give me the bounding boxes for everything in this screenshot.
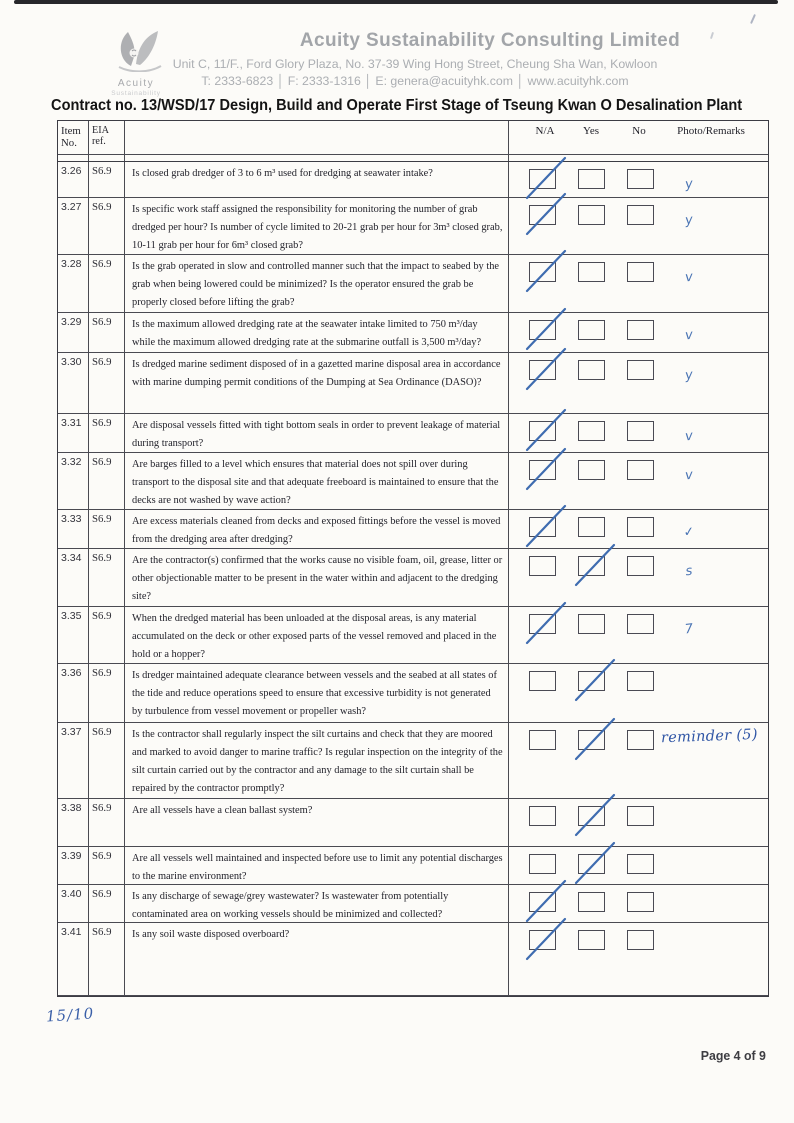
- remark: v: [684, 467, 694, 484]
- checkbox-na[interactable]: [529, 806, 556, 826]
- question-text: Is dredged marine sediment disposed of in a gazetted marine disposal area in accordance with marine dumping permit conditions of the Dumping at Sea Ordinance (DASO)?: [125, 353, 509, 413]
- checkbox-no[interactable]: [627, 421, 654, 441]
- company-contacts: T: 2333-6823 │ F: 2333-1316 │ E: genera@acuityhk.com │ www.acuityhk.com: [201, 74, 629, 88]
- remark: y: [684, 367, 694, 384]
- handwritten-check-mark: [569, 791, 621, 839]
- eia-ref: S6.9: [89, 664, 125, 722]
- eia-ref: S6.9: [89, 799, 125, 846]
- checkbox-yes[interactable]: [578, 205, 605, 225]
- item-number: 3.27: [58, 198, 89, 254]
- handwritten-check-mark: [520, 247, 572, 295]
- table-row: [58, 255, 768, 313]
- remark: v: [684, 269, 694, 286]
- table-row: [58, 453, 768, 510]
- header-double-line: [58, 155, 768, 162]
- remark: ✓: [682, 524, 696, 541]
- header-answers: [509, 121, 768, 154]
- handwritten-check-mark: [520, 190, 572, 238]
- checkbox-no[interactable]: [627, 169, 654, 189]
- checkbox-na[interactable]: [529, 854, 556, 874]
- question-text: Is any discharge of sewage/grey wastewater? Is wastewater from potentially contaminated area on working vessels should be minimized and collected?: [125, 885, 509, 922]
- eia-ref: S6.9: [89, 453, 125, 509]
- answer-cell: [509, 510, 768, 548]
- item-number: 3.29: [58, 313, 89, 352]
- header-na: N/A: [535, 125, 555, 137]
- answer-cell: [509, 664, 768, 722]
- item-number: 3.34: [58, 549, 89, 606]
- eia-ref: S6.9: [89, 162, 125, 197]
- checkbox-yes[interactable]: [578, 169, 605, 189]
- header-photo-remarks: Photo/Remarks: [677, 125, 745, 137]
- handwritten-check-mark: [569, 541, 621, 589]
- checkbox-no[interactable]: [627, 205, 654, 225]
- checkbox-na[interactable]: [529, 730, 556, 750]
- table-row: [58, 664, 768, 723]
- eia-ref: S6.9: [89, 313, 125, 352]
- checkbox-no[interactable]: [627, 892, 654, 912]
- table-row: [58, 313, 768, 353]
- answer-cell: [509, 453, 768, 509]
- handwritten-check-mark: [520, 502, 572, 550]
- pen-mark: [750, 14, 756, 24]
- handwritten-check-mark: [569, 656, 621, 704]
- table-row: [58, 162, 768, 198]
- handwritten-check-mark: [569, 839, 621, 887]
- table-row: [58, 885, 768, 923]
- question-text: Are barges filled to a level which ensures that material does not spill over during transport to the disposal site and that adequate freeboard is maintained to ensure that the decks are not washed by wave action?: [125, 453, 509, 509]
- handwritten-check-mark: [520, 345, 572, 393]
- answer-cell: [509, 255, 768, 312]
- answer-cell: [509, 353, 768, 413]
- remark: v: [684, 327, 694, 344]
- handwritten-check-mark: [520, 599, 572, 647]
- table-row: [58, 549, 768, 607]
- scan-edge-artifact: [14, 0, 778, 4]
- page-number: Page 4 of 9: [701, 1048, 767, 1063]
- remark: s: [684, 563, 694, 580]
- checkbox-no[interactable]: [627, 806, 654, 826]
- table-header-row: [58, 121, 768, 155]
- logo-subtitle: Sustainability: [111, 90, 161, 97]
- checkbox-yes[interactable]: [578, 930, 605, 950]
- item-number: 3.32: [58, 453, 89, 509]
- item-number: 3.40: [58, 885, 89, 922]
- checkbox-yes[interactable]: [578, 421, 605, 441]
- item-number: 3.26: [58, 162, 89, 197]
- checkbox-na[interactable]: [529, 556, 556, 576]
- item-number: 3.30: [58, 353, 89, 413]
- eia-ref: S6.9: [89, 255, 125, 312]
- eia-ref: S6.9: [89, 723, 125, 798]
- remark: v: [684, 428, 694, 445]
- checkbox-no[interactable]: [627, 671, 654, 691]
- answer-cell: [509, 799, 768, 846]
- answer-cell: [509, 723, 768, 798]
- eia-ref: S6.9: [89, 847, 125, 884]
- question-text: Is the contractor shall regularly inspect the silt curtains and check that they are moored and marked to avoid danger to marine traffic? Is regular inspection on the integrity of the silt curtain carried out by the contractor and any damage to the silt curtain shall be repaired by the contractor promptly?: [125, 723, 509, 798]
- eia-ref: S6.9: [89, 607, 125, 663]
- item-number: 3.37: [58, 723, 89, 798]
- header-question: [125, 121, 509, 154]
- item-number: 3.39: [58, 847, 89, 884]
- checkbox-no[interactable]: [627, 360, 654, 380]
- table-body: [58, 162, 768, 996]
- eia-ref: S6.9: [89, 414, 125, 452]
- checkbox-no[interactable]: [627, 730, 654, 750]
- item-number: 3.28: [58, 255, 89, 312]
- checkbox-no[interactable]: [627, 262, 654, 282]
- question-text: Is the grab operated in slow and controlled manner such that the impact to seabed by the grab when being lowered could be minimized? Is the operator ensured the grab be properly closed before lifting the grab?: [125, 255, 509, 312]
- remark: 7: [683, 621, 695, 638]
- question-text: Are the contractor(s) confirmed that the works cause no visible foam, oil, grease, litter or other objectionable matter to be present in the water within and adjacent to the dredging site?: [125, 549, 509, 606]
- item-number: 3.35: [58, 607, 89, 663]
- logo-company-name: Acuity: [117, 78, 155, 89]
- document-title: Contract no. 13/WSD/17 Design, Build and Operate First Stage of Tseung Kwan O Desalination Plant: [51, 97, 743, 114]
- table-row: [58, 198, 768, 255]
- checkbox-no[interactable]: [627, 320, 654, 340]
- header-eia-ref: EIA ref.: [89, 121, 125, 154]
- eia-ref: S6.9: [89, 923, 125, 995]
- checkbox-yes[interactable]: [578, 262, 605, 282]
- item-number: 3.33: [58, 510, 89, 548]
- checkbox-yes[interactable]: [578, 320, 605, 340]
- checkbox-no[interactable]: [627, 614, 654, 634]
- checkbox-yes[interactable]: [578, 517, 605, 537]
- answer-cell: [509, 549, 768, 606]
- eia-ref: S6.9: [89, 885, 125, 922]
- header-item-no: Item No.: [58, 121, 89, 154]
- company-name: Acuity Sustainability Consulting Limited: [299, 30, 681, 51]
- question-text: Are all vessels well maintained and inspected before use to limit any potential discharges to the marine environment?: [125, 847, 509, 884]
- answer-cell: [509, 607, 768, 663]
- eia-ref: S6.9: [89, 353, 125, 413]
- question-text: Are disposal vessels fitted with tight bottom seals in order to prevent leakage of material during transport?: [125, 414, 509, 452]
- item-number: 3.36: [58, 664, 89, 722]
- checkbox-no[interactable]: [627, 930, 654, 950]
- remark: y: [684, 212, 694, 229]
- checkbox-no[interactable]: [627, 460, 654, 480]
- eia-ref: S6.9: [89, 549, 125, 606]
- header-yes: Yes: [582, 125, 599, 137]
- checkbox-yes[interactable]: [578, 614, 605, 634]
- remark: y: [684, 176, 694, 193]
- eia-ref: S6.9: [89, 510, 125, 548]
- table-row: [58, 923, 768, 996]
- question-text: Is the maximum allowed dredging rate at the seawater intake limited to 750 m³/day while the maximum allowed dredging rate at the submarine outfall is 3,500 m³/day?: [125, 313, 509, 352]
- checkbox-yes[interactable]: [578, 360, 605, 380]
- table-row: [58, 607, 768, 664]
- question-text: Is any soil waste disposed overboard?: [125, 923, 509, 995]
- company-address: Unit C, 11/F., Ford Glory Plaza, No. 37-39 Wing Hong Street, Cheung Sha Wan, Kowloon: [172, 57, 658, 71]
- question-text: Is specific work staff assigned the responsibility for monitoring the number of grab dredged per hour? Is number of cycle limited to 20-21 grab per hour for 3m³ closed grab, 10-11 grab per hour for 6m³ closed grab?: [125, 198, 509, 254]
- question-text: Is dredger maintained adequate clearance between vessels and the seabed at all states of the tide and reduce operations speed to ensure that excessive turbidity is not generated by turbulence from vessel movement or propeller wash?: [125, 664, 509, 722]
- item-number: 3.31: [58, 414, 89, 452]
- table-row: [58, 799, 768, 847]
- eia-ref: S6.9: [89, 198, 125, 254]
- question-text: Are all vessels have a clean ballast system?: [125, 799, 509, 846]
- checkbox-yes[interactable]: [578, 460, 605, 480]
- item-number: 3.38: [58, 799, 89, 846]
- remark: reminder (5): [660, 726, 759, 747]
- question-text: Are excess materials cleaned from decks and exposed fittings before the vessel is moved from the dredging area after dredging?: [125, 510, 509, 548]
- question-text: Is closed grab dredger of 3 to 6 m³ used for dredging at seawater intake?: [125, 162, 509, 197]
- handwritten-check-mark: [520, 445, 572, 493]
- checkbox-no[interactable]: [627, 517, 654, 537]
- table-row: [58, 847, 768, 885]
- checkbox-no[interactable]: [627, 854, 654, 874]
- handwritten-note: 15/10: [45, 1004, 95, 1026]
- checkbox-yes[interactable]: [578, 892, 605, 912]
- header-no: No: [632, 125, 646, 137]
- answer-cell: [509, 923, 768, 995]
- table-row: [58, 414, 768, 453]
- answer-cell: [509, 198, 768, 254]
- handwritten-check-mark: [569, 715, 621, 763]
- question-text: When the dredged material has been unloaded at the disposal areas, is any material accumulated on the deck or other exposed parts of the vessel removed and placed in the hold or a hopper?: [125, 607, 509, 663]
- checkbox-no[interactable]: [627, 556, 654, 576]
- item-number: 3.41: [58, 923, 89, 995]
- handwritten-check-mark: [520, 915, 572, 963]
- table-row: [58, 723, 768, 799]
- table-row: [58, 510, 768, 549]
- checklist-table: [57, 120, 769, 997]
- table-row: [58, 353, 768, 414]
- checkbox-na[interactable]: [529, 671, 556, 691]
